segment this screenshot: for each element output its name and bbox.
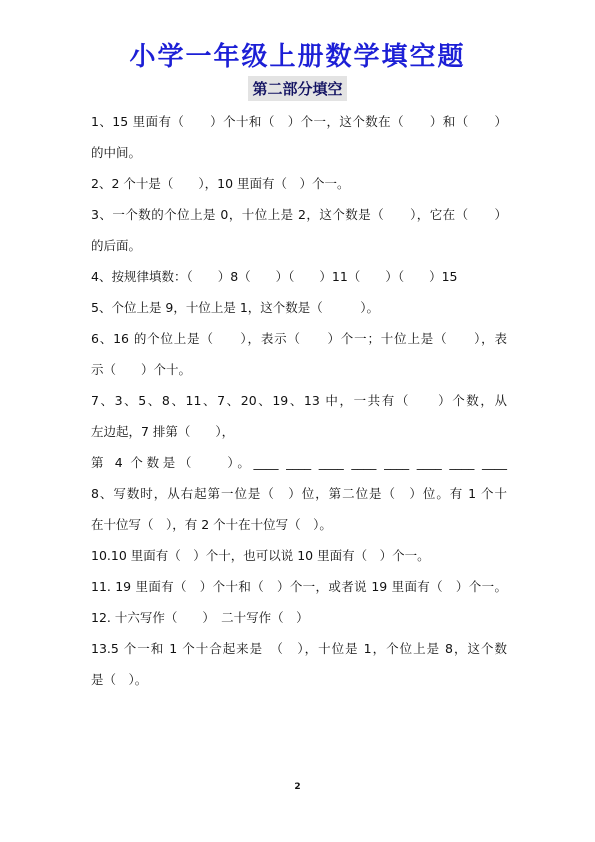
question-line: 8、写数时，从右起第一位是（ ）位，第二位是（ ）位。有 1 个十: [91, 486, 507, 501]
question-line: 的后面。: [91, 238, 142, 253]
question-line: 示（ ）个十。: [91, 362, 192, 377]
question-list: [91, 106, 507, 695]
question-line: 11. 19 里面有（ ）个十和（ ）个一，或者说 19 里面有（ ）个一。: [91, 579, 507, 594]
question-line: 7、3、5、8、11、7、20、19、13 中，一共有（ ）个数，从: [91, 393, 507, 408]
question-line: 1、15 里面有（ ）个十和（ ）个一，这个数在（ ）和（ ）: [91, 114, 507, 129]
page-title: 小学一年级上册数学填空题: [129, 42, 466, 72]
question-line: 是（ ）。: [91, 672, 148, 687]
question-line: 13.5 个一和 1 个十合起来是 （ ），十位是 1，个位上是 8，这个数: [91, 641, 507, 656]
section-heading: 第二部分填空: [248, 76, 346, 101]
question-line: 在十位写（ ），有 2 个十在十位写（ ）。: [91, 517, 332, 532]
question-line: 5、个位上是 9，十位上是 1，这个数是（ ）。: [91, 300, 380, 315]
question-line: 10.10 里面有（ ）个十，也可以说 10 里面有（ ）个一。: [91, 548, 430, 563]
question-line: 4、按规律填数：（ ）8（ ）（ ）11（ ）（ ）15: [91, 269, 458, 284]
page-number: 2: [294, 782, 301, 792]
question-line: 3、一个数的个位上是 0，十位上是 2，这个数是（ ），它在（ ）: [91, 207, 507, 222]
question-line: 6、16 的个位上是（ ），表示（ ）个一；十位上是（ ），表: [91, 331, 507, 346]
section-heading-wrap: [0, 76, 595, 101]
question-line: 2、2 个十是（ ），10 里面有（ ）个一。: [91, 176, 350, 191]
question-line: 左边起，7 排第（ ），: [91, 424, 235, 439]
question-line: 第 4 个数是（ ）。____ ____ ____ ____ ____ ____ ____ ____: [91, 455, 507, 470]
question-line: 的中间。: [91, 145, 142, 160]
question-line: 12. 十六写作（ ） 二十写作（ ）: [91, 610, 309, 625]
